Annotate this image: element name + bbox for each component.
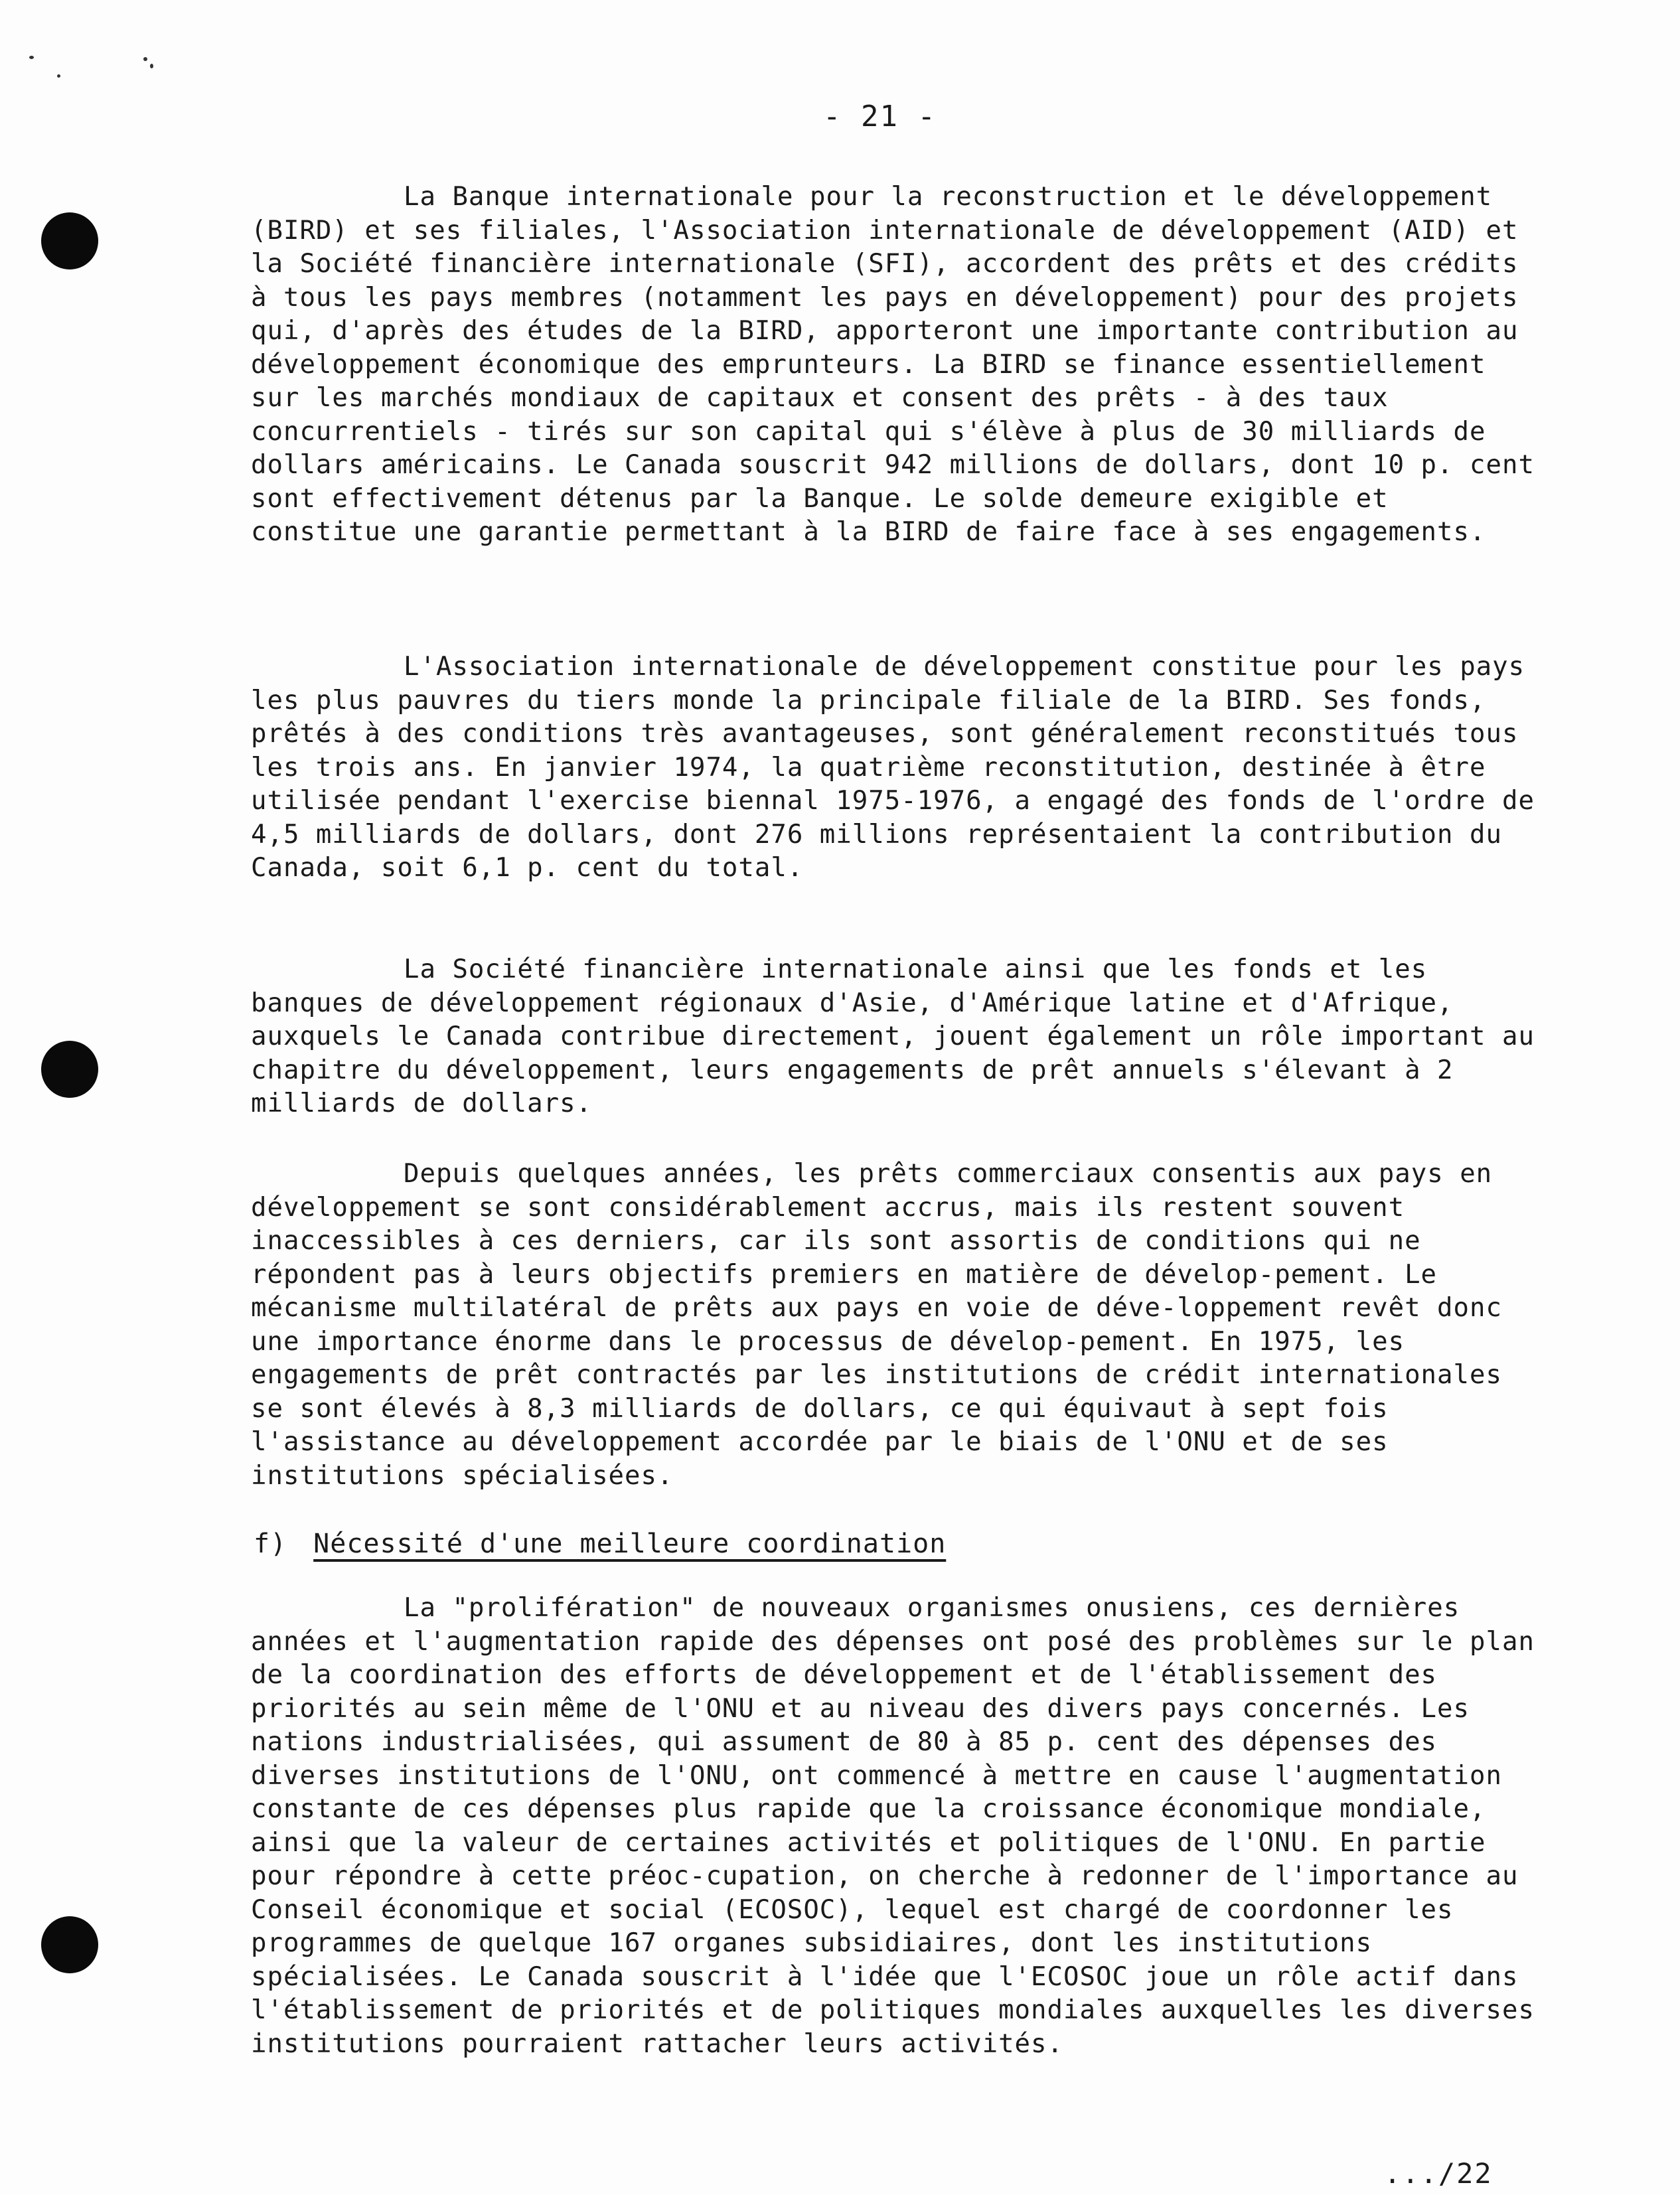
paragraph-bird [251,181,1539,550]
paragraph-text: La Société financière internationale ainsi que les fonds et les banques de développement régionaux d'Asie, d'Amérique latine et d'Afrique, auxquels le Canada contribue directement, jouent également un rôle important au chapitre du développement, leurs engagements de prêt annuels s'élevant à 2 milliards de dollars. [251,954,1535,1118]
page-number: - 21 - [823,100,937,133]
section-heading [254,1529,946,1559]
scan-speck [143,57,147,61]
paragraph-coordination [251,1592,1539,2061]
paragraph-text: La Banque internationale pour la reconstruction et le développement (BIRD) et ses filiales, l'Association internationale de développement (AID) et la Société financière internationale (SFI), accordent des prêts et des crédits à tous les pays membres (notamment les pays en développement) pour des projets qui, d'après des études de la BIRD, apporteront une importante contribution au développement économique des emprunteurs. La BIRD se finance essentiellement sur les marchés mondiaux de capitaux et consent des prêts - à des taux concurrentiels - tirés sur son capital qui s'élève à plus de 30 milliards de dollars américains. Le Canada souscrit 942 millions de dollars, dont 10 p. cent sont effectivement détenus par la Banque. Le solde demeure exigible et constitue une garantie permettant à la BIRD de faire face à ses engagements. [251,182,1535,547]
scan-speck [29,56,34,59]
scan-speck [150,64,153,68]
paragraph-text: Depuis quelques années, les prêts commerciaux consentis aux pays en développement se sont considérablement accrus, mais ils restent souvent inaccessibles à ces derniers, car ils sont assortis de conditions qui ne répondent pas à leurs objectifs premiers en matière de dévelop-pement. Le mécanisme multilatéral de prêts aux pays en voie de déve-loppement revêt donc une importance énorme dans le processus de dévelop-pement. En 1975, les engagements de prêt contractés par les institutions de crédit internationales se sont élevés à 8,3 milliards de dollars, ce qui équivaut à sept fois l'assistance au développement accordée par le biais de l'ONU et de ses institutions spécialisées. [251,1159,1502,1491]
paragraph-text: La "prolifération" de nouveaux organismes onusiens, ces dernières années et l'augmentation rapide des dépenses ont posé des problèmes sur le plan de la coordination des efforts de développement et de l'établissement des priorités au sein même de l'ONU et au niveau des divers pays concernés. Les nations industrialisées, qui assument de 80 à 85 p. cent des dépenses des diverses institutions de l'ONU, ont commencé à mettre en cause l'augmentation constante de ces dépenses plus rapide que la croissance économique mondiale, ainsi que la valeur de certaines activités et politiques de l'ONU. En partie pour répondre à cette préoc-cupation, on cherche à redonner de l'importance au Conseil économique et social (ECOSOC), lequel est chargé de coordonner les programmes de quelque 167 organes subsidiaires, dont les institutions spécialisées. Le Canada souscrit à l'idée que l'ECOSOC joue un rôle actif dans l'établissement de priorités et de politiques mondiales auxquelles les diverses institutions pourraient rattacher leurs activités. [251,1593,1535,2059]
paragraph-aid [251,650,1539,885]
paragraph-commercial-loans [251,1158,1539,1493]
continuation-marker: .../22 [1384,2157,1493,2190]
binder-hole [41,1041,98,1098]
paragraph-sfi [251,953,1539,1121]
paragraph-text: L'Association internationale de développement constitue pour les pays les plus pauvres du tiers monde la principale filiale de la BIRD. Ses fonds, prêtés à des conditions très avantageuses, sont généralement reconstitués tous les trois ans. En janvier 1974, la quatrième reconstitution, destinée à être utilisée pendant l'exercise biennal 1975-1976, a engagé des fonds de l'ordre de 4,5 milliards de dollars, dont 276 millions représentaient la contribution du Canada, soit 6,1 p. cent du total. [251,652,1535,883]
scan-speck [57,74,60,78]
section-marker: f) [254,1529,287,1559]
binder-hole [41,212,98,269]
binder-hole [41,1916,98,1973]
section-title: Nécessité d'une meilleure coordination [313,1529,947,1559]
